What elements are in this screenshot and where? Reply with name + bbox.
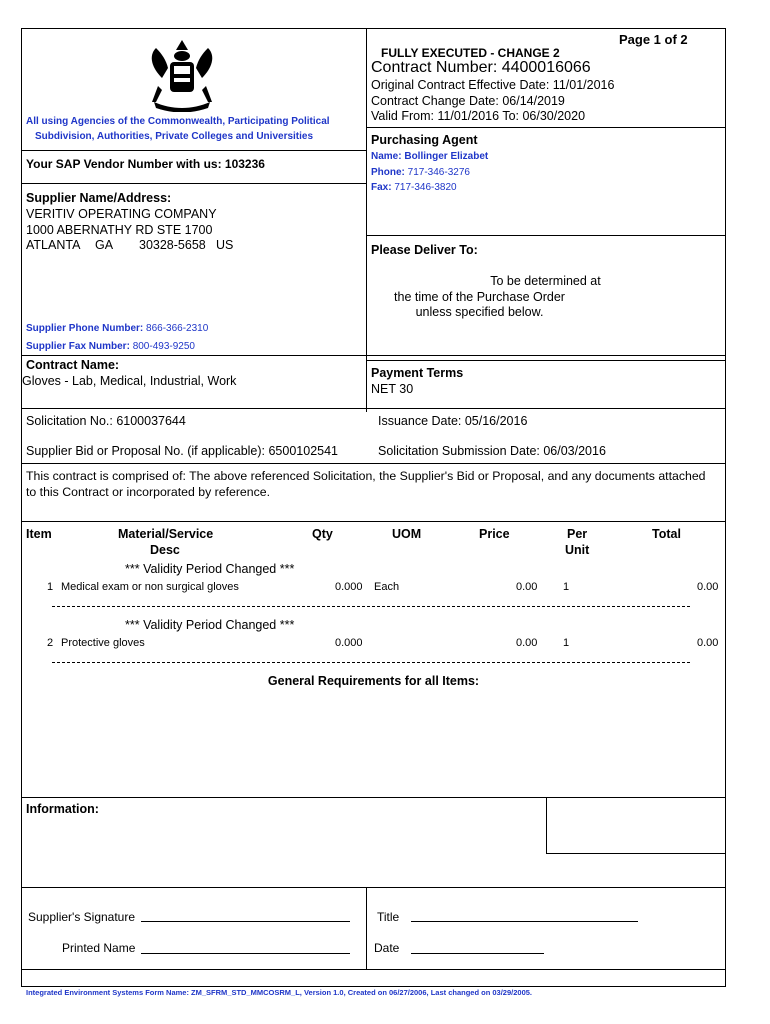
information-divider [546, 797, 547, 853]
agencies-line-2: Subdivision, Authorities, Private Colleges and Universities [35, 131, 314, 142]
deliver-line-1: To be determined at [490, 274, 601, 288]
agencies-line-1: All using Agencies of the Commonwealth, Participating Political [26, 116, 330, 127]
row-2-per: 1 [563, 637, 570, 649]
contract-name-value: Gloves - Lab, Medical, Industrial, Work [22, 374, 237, 388]
supplier-fax [26, 341, 195, 352]
table-top-rule [22, 521, 725, 522]
deliver-top-rule [366, 235, 725, 236]
row-1-per: 1 [563, 581, 570, 593]
row-1-no: 1 [47, 581, 54, 593]
form-footer: Integrated Environment Systems Form Name: ZM_SFRM_STD_MMCOSRM_L, Version 1.0, Created on 06/27/2006, Last changed on 03/29/2005. [26, 988, 532, 997]
agent-name: Name: Bollinger Elizabet [371, 151, 489, 162]
supplier-street: 1000 ABERNATHY RD STE 1700 [26, 223, 213, 237]
validity-period: Valid From: 11/01/2016 To: 06/30/2020 [371, 109, 586, 123]
row-1-desc: Medical exam or non surgical gloves [61, 581, 239, 593]
title-label: Title [377, 910, 400, 924]
row-1-uom: Each [374, 581, 400, 593]
bid-number: Supplier Bid or Proposal No. (if applicable): 6500102541 [26, 444, 338, 458]
supplier-title: Supplier Name/Address: [26, 191, 172, 205]
supplier-top-rule [22, 183, 366, 184]
date-label: Date [374, 941, 400, 955]
contract-change-date: Contract Change Date: 06/14/2019 [371, 94, 565, 108]
supplier-name: VERITIV OPERATING COMPANY [26, 207, 217, 221]
vendor-number: Your SAP Vendor Number with us: 103236 [26, 157, 265, 171]
information-inner-rule [546, 853, 725, 854]
row-1-qty: 0.000 [335, 581, 363, 593]
supplier-phone [26, 323, 208, 334]
deliver-line-3: unless specified below. [415, 305, 544, 319]
title-line[interactable] [411, 921, 638, 922]
row-2-desc: Protective gloves [61, 637, 145, 649]
original-effective-date: Original Contract Effective Date: 11/01/2016 [371, 78, 615, 92]
agent-phone-label: Phone: [371, 167, 405, 178]
supplier-phone-label: Supplier Phone Number: [26, 323, 144, 334]
row-2-note: *** Validity Period Changed *** [125, 618, 295, 632]
signature-divider [366, 887, 367, 969]
signature-top-rule [22, 887, 725, 888]
information-label: Information: [26, 802, 99, 816]
supplier-phone-value: 866-366-2310 [146, 323, 209, 334]
agent-top-rule [366, 127, 725, 128]
supplier-country: US [216, 238, 234, 252]
comprised-top-rule [22, 463, 725, 464]
col-price: Price [479, 527, 510, 541]
payment-terms-value: NET 30 [371, 382, 414, 396]
col-qty: Qty [312, 527, 333, 541]
commonwealth-seal-icon [142, 38, 222, 112]
comprised-line-2: to this Contract or incorporated by reference. [26, 485, 271, 499]
solicitation-number: Solicitation No.: 6100037644 [26, 414, 186, 428]
payment-top-rule [366, 360, 725, 361]
deliver-line-2: the time of the Purchase Order [394, 290, 565, 304]
submission-date: Solicitation Submission Date: 06/03/2016 [378, 444, 606, 458]
issuance-date: Issuance Date: 05/16/2016 [378, 414, 528, 428]
row-1-note: *** Validity Period Changed *** [125, 562, 295, 576]
row-1-price: 0.00 [516, 581, 538, 593]
purchasing-agent-title: Purchasing Agent [371, 133, 478, 147]
agent-fax-label: Fax: [371, 182, 392, 193]
agent-fax-value: 717-346-3820 [394, 182, 457, 193]
comprised-line-1: This contract is comprised of: The above referenced Solicitation, the Supplier's Bid or Proposal, and any documents attached [26, 469, 706, 483]
row-1-total: 0.00 [697, 581, 719, 593]
supplier-state: GA [95, 238, 114, 252]
agent-fax [371, 182, 457, 193]
solicitation-top-rule [22, 408, 725, 409]
supplier-zip: 30328-5658 [139, 238, 206, 252]
agent-phone [371, 167, 470, 178]
col-total: Total [652, 527, 681, 541]
row-2-total: 0.00 [697, 637, 719, 649]
col-item: Item [26, 527, 52, 541]
supplier-fax-value: 800-493-9250 [132, 341, 195, 352]
supplier-signature-label: Supplier's Signature [28, 910, 136, 924]
agent-phone-value: 717-346-3276 [407, 167, 470, 178]
printed-name-line[interactable] [141, 953, 350, 954]
row-2-separator [52, 662, 690, 663]
col-material-1: Material/Service [118, 527, 214, 541]
supplier-signature-line[interactable] [141, 921, 350, 922]
contract-name-rule [22, 355, 725, 356]
col-per-1: Per [567, 527, 588, 541]
payment-terms-title: Payment Terms [371, 366, 464, 380]
col-per-2: Unit [565, 543, 590, 557]
execution-status: FULLY EXECUTED - CHANGE 2 [381, 46, 560, 60]
contract-name-title: Contract Name: [26, 358, 120, 372]
col-material-2: Desc [150, 543, 180, 557]
row-2-qty: 0.000 [335, 637, 363, 649]
supplier-fax-label: Supplier Fax Number: [26, 341, 130, 352]
deliver-title: Please Deliver To: [371, 243, 478, 257]
footer-top-rule [22, 969, 725, 970]
page-indicator: Page 1 of 2 [619, 32, 688, 47]
printed-name-label: Printed Name [62, 941, 136, 955]
col-uom: UOM [392, 527, 422, 541]
information-top-rule [22, 797, 725, 798]
date-line[interactable] [411, 953, 544, 954]
vendor-top-rule [22, 150, 366, 151]
supplier-city: ATLANTA [26, 238, 81, 252]
row-2-price: 0.00 [516, 637, 538, 649]
row-2-no: 2 [47, 637, 54, 649]
row-1-separator [52, 606, 690, 607]
general-requirements: General Requirements for all Items: [267, 674, 480, 688]
contract-number: Contract Number: 4400016066 [371, 59, 591, 76]
